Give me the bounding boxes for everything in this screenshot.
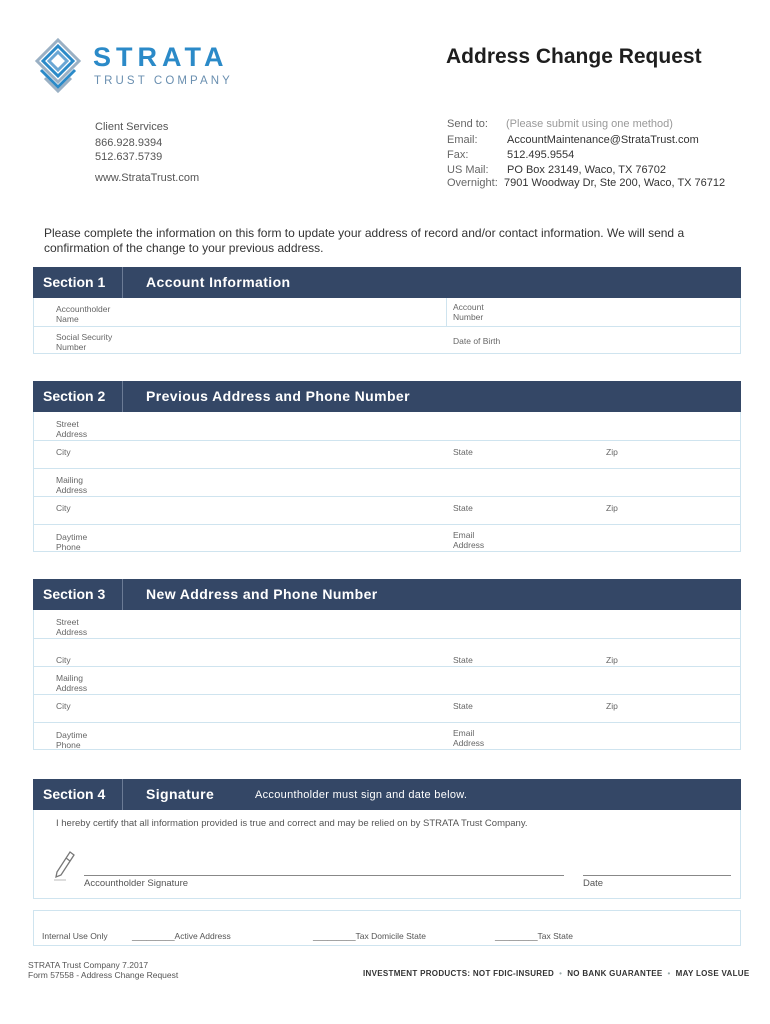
new-city-field[interactable]: [94, 641, 444, 665]
new-zip-field[interactable]: [629, 641, 734, 665]
new-email-field[interactable]: [504, 725, 734, 749]
prev-state2-label: State: [453, 503, 473, 513]
prev-city-label: City: [56, 447, 71, 457]
new-mailing-field[interactable]: [114, 669, 734, 693]
pen-icon: [52, 850, 76, 882]
section-3-header: [33, 579, 741, 610]
section-2-title: Previous Address and Phone Number: [146, 388, 410, 404]
section-1: [33, 267, 741, 354]
internal-tax-domicile-state: _________Tax Domicile State: [313, 931, 426, 941]
intro-text: Please complete the information on this form to update your address of record and/or contact information. We will send a confirmation of the change to your previous address.: [44, 226, 685, 255]
ssn-field[interactable]: [129, 329, 444, 353]
section-4-title: Signature: [146, 786, 215, 802]
new-city2-label: City: [56, 701, 71, 711]
disclaimer-lose-value: MAY LOSE VALUE: [675, 969, 750, 978]
new-state-field[interactable]: [484, 641, 599, 665]
accountholder-name-label: Accountholder Name: [56, 304, 111, 324]
new-state-label: State: [453, 655, 473, 665]
prev-state-field[interactable]: [484, 443, 599, 467]
new-street-row: [34, 610, 740, 638]
accountholder-name-field[interactable]: [129, 300, 444, 324]
prev-state2-field[interactable]: [484, 499, 599, 523]
new-phone-field[interactable]: [114, 725, 444, 749]
section-2-number: Section 2: [33, 381, 123, 412]
disclaimer-no-guarantee: NO BANK GUARANTEE: [567, 969, 663, 978]
accountholder-row: [34, 298, 740, 326]
send-to-note: (Please submit using one method): [506, 118, 673, 130]
new-zip2-label: Zip: [606, 701, 618, 711]
internal-tax-state: _________Tax State: [495, 931, 573, 941]
prev-city2-label: City: [56, 503, 71, 513]
dob-label: Date of Birth: [453, 336, 501, 346]
prev-zip2-label: Zip: [606, 503, 618, 513]
client-services-phone-2: 512.637.5739: [95, 151, 163, 163]
new-phone-row: [34, 722, 740, 750]
certify-text: I hereby certify that all information provided is true and correct and may be relied on by STRATA Trust Company.: [56, 818, 528, 829]
new-state2-field[interactable]: [484, 697, 599, 721]
new-city2-field[interactable]: [94, 697, 444, 721]
signature-field[interactable]: [84, 850, 564, 874]
prev-email-label: Email Address: [453, 530, 485, 550]
internal-use-box: [33, 910, 741, 946]
section-3-title: New Address and Phone Number: [146, 586, 378, 602]
prev-phone-field[interactable]: [114, 527, 444, 551]
section-4-header: [33, 779, 741, 810]
prev-zip-field[interactable]: [629, 443, 734, 467]
send-to-fax-value: 512.495.9554: [507, 149, 575, 161]
prev-state-label: State: [453, 447, 473, 457]
dob-field[interactable]: [514, 329, 734, 353]
client-services-website[interactable]: www.StrataTrust.com: [95, 172, 200, 184]
ssn-row: [34, 326, 740, 354]
section-1-header: [33, 267, 741, 298]
footer-company-line: STRATA Trust Company 7.2017: [28, 960, 149, 970]
page-title: Address Change Request: [446, 45, 702, 68]
section-4-note: Accountholder must sign and date below.: [255, 789, 468, 801]
send-to-label: Send to:: [447, 118, 488, 130]
section-4: [33, 779, 741, 899]
new-phone-label: Daytime Phone: [56, 730, 88, 750]
logo-subtitle: TRUST COMPANY: [94, 75, 233, 87]
section-2: [33, 381, 741, 552]
send-to-fax-label: Fax:: [447, 149, 469, 161]
new-city2-row: [34, 694, 740, 722]
account-number-label: Account Number: [453, 302, 484, 322]
section-3-number: Section 3: [33, 579, 123, 610]
new-state2-label: State: [453, 701, 473, 711]
prev-mailing-field[interactable]: [114, 471, 734, 495]
prev-zip-label: Zip: [606, 447, 618, 457]
signature-label: Accountholder Signature: [84, 878, 189, 889]
date-label: Date: [583, 878, 604, 889]
prev-city-row: [34, 440, 740, 468]
prev-city-field[interactable]: [94, 443, 444, 467]
internal-active-address: _________Active Address: [132, 931, 231, 941]
new-street-label: Street Address: [56, 617, 88, 637]
section-1-title: Account Information: [146, 274, 291, 290]
new-zip2-field[interactable]: [629, 697, 734, 721]
prev-mailing-label: Mailing Address: [56, 475, 88, 495]
footer-disclaimer: [363, 969, 750, 978]
send-to-mail-label: US Mail:: [447, 164, 489, 176]
prev-city2-row: [34, 496, 740, 524]
footer-left: [28, 960, 178, 980]
footer-form-line: Form 57558 - Address Change Request: [28, 970, 179, 980]
client-services-heading: Client Services: [95, 121, 169, 133]
prev-phone-label: Daytime Phone: [56, 532, 88, 552]
prev-street-row: [34, 412, 740, 440]
prev-mailing-row: [34, 468, 740, 496]
prev-street-field[interactable]: [114, 414, 734, 438]
disclaimer-not-fdic: INVESTMENT PRODUCTS: NOT FDIC-INSURED: [363, 969, 555, 978]
prev-email-field[interactable]: [504, 527, 734, 551]
send-to-overnight-value: 7901 Woodway Dr, Ste 200, Waco, TX 76712: [504, 177, 726, 189]
new-zip-label: Zip: [606, 655, 618, 665]
new-city-label: City: [56, 655, 71, 665]
section-1-number: Section 1: [33, 267, 123, 298]
strata-logo-icon: [33, 36, 83, 96]
prev-phone-row: [34, 524, 740, 552]
internal-use-label: Internal Use Only: [42, 931, 108, 941]
prev-city2-field[interactable]: [94, 499, 444, 523]
client-services-phone-1: 866.928.9394: [95, 137, 163, 149]
logo-name: STRATA: [93, 42, 229, 72]
section-4-number: Section 4: [33, 779, 123, 810]
new-city-row: [34, 638, 740, 666]
prev-street-label: Street Address: [56, 419, 88, 439]
bullet-icon: •: [667, 969, 671, 978]
send-to-email-value[interactable]: AccountMaintenance@StrataTrust.com: [507, 134, 699, 146]
prev-zip2-field[interactable]: [629, 499, 734, 523]
send-to-mail-value: PO Box 23149, Waco, TX 76702: [507, 164, 666, 176]
new-mailing-label: Mailing Address: [56, 673, 88, 693]
send-to-email-label: Email:: [447, 134, 478, 146]
section-2-header: [33, 381, 741, 412]
send-to-overnight-label: Overnight:: [447, 177, 498, 189]
section-3: [33, 579, 741, 750]
new-email-label: Email Address: [453, 728, 485, 748]
bullet-icon: •: [559, 969, 563, 978]
account-number-field[interactable]: [514, 300, 734, 324]
new-mailing-row: [34, 666, 740, 694]
new-street-field[interactable]: [114, 612, 734, 636]
ssn-label: Social Security Number: [56, 332, 113, 352]
date-field[interactable]: [583, 850, 731, 874]
